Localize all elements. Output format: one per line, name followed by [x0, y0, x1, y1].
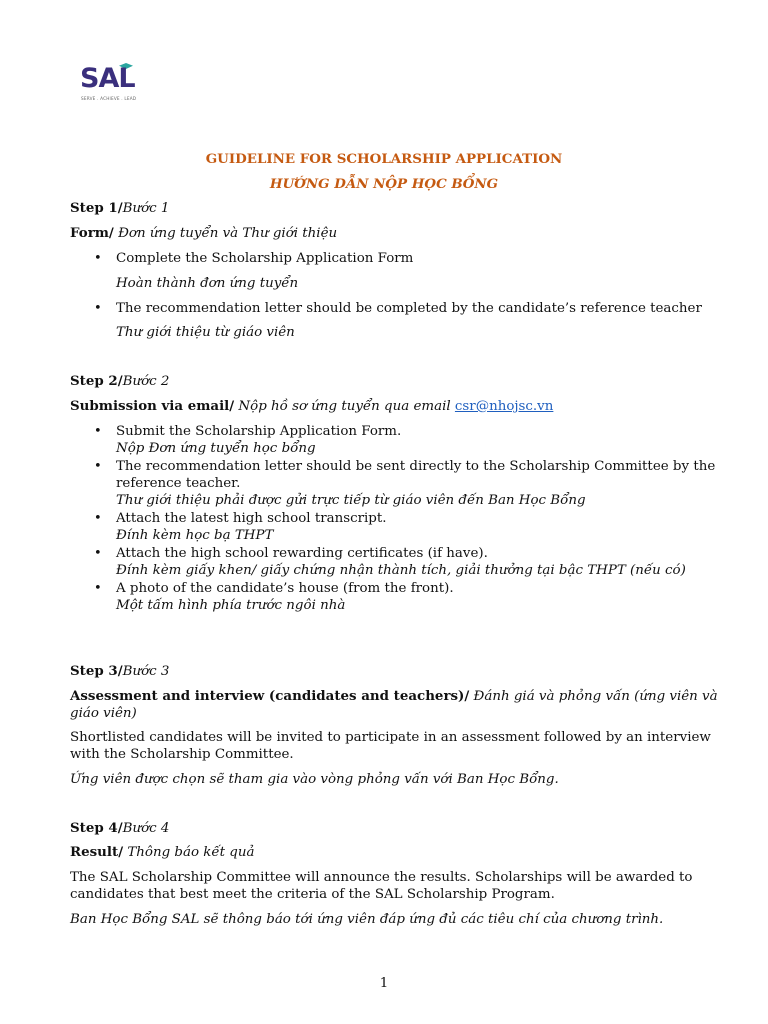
step3-heading-line2: giáo viên) — [70, 706, 137, 721]
step1-item-1: Complete the Scholarship Application Form — [116, 251, 414, 266]
document-title: GUIDELINE FOR SCHOLARSHIP APPLICATION — [205, 151, 563, 167]
step4-paragraph-vi: Ban Học Bổng SAL sẽ thông báo tới ứng viên đáp ứng đủ các tiêu chí của chương trình. — [70, 912, 664, 927]
step2-heading: Submission via email/ Nộp hồ sơ ứng tuyển qua email csr@nhojsc.vn — [70, 398, 554, 414]
bullet: • — [94, 511, 102, 526]
step4-paragraph-line1: The SAL Scholarship Committee will announce the results. Scholarships will be awarded to — [70, 870, 693, 885]
bullet: • — [94, 251, 102, 266]
step2-item-4-vi: Đính kèm giấy khen/ giấy chứng nhận thành tích, giải thưởng tại bậc THPT (nếu có) — [116, 563, 686, 578]
bullet: • — [94, 424, 102, 439]
step2-item-5-vi: Một tấm hình phía trước ngôi nhà — [116, 598, 346, 613]
step1-label: Step 1/Bước 1 — [70, 200, 170, 216]
step1-heading: Form/ Đơn ứng tuyển và Thư giới thiệu — [70, 225, 338, 241]
step2-label: Step 2/Bước 2 — [70, 373, 170, 389]
logo-tagline: SERVE . ACHIEVE . LEAD — [81, 96, 137, 101]
step3-paragraph-line1: Shortlisted candidates will be invited to participate in an assessment followed by an interview — [70, 730, 711, 745]
logo-text: SAL — [80, 63, 135, 94]
step4-label: Step 4/Bước 4 — [70, 820, 170, 836]
bullet: • — [94, 459, 102, 474]
bullet: • — [94, 546, 102, 561]
bullet: • — [94, 581, 102, 596]
step2-item-3: Attach the latest high school transcript. — [116, 511, 387, 526]
step1-item-1-vi: Hoàn thành đơn ứng tuyển — [116, 276, 299, 291]
step2-item-1: Submit the Scholarship Application Form. — [116, 424, 402, 439]
step3-heading: Assessment and interview (candidates and teachers)/ Đánh giá và phỏng vấn (ứng viên và — [70, 688, 718, 704]
step3-label: Step 3/Bước 3 — [70, 663, 170, 679]
step2-item-2-vi: Thư giới thiệu phải được gửi trực tiếp từ giáo viên đến Ban Học Bổng — [116, 493, 586, 508]
step4-heading: Result/ Thông báo kết quả — [70, 844, 255, 860]
step1-item-2-vi: Thư giới thiệu từ giáo viên — [116, 325, 295, 340]
step2-item-5: A photo of the candidate’s house (from the front). — [116, 581, 454, 596]
step1-item-2: The recommendation letter should be completed by the candidate’s reference teacher — [116, 301, 702, 316]
step2-item-4: Attach the high school rewarding certificates (if have). — [116, 546, 488, 561]
step2-item-3-vi: Đính kèm học bạ THPT — [116, 528, 274, 543]
step3-paragraph-vi: Ứng viên được chọn sẽ tham gia vào vòng phỏng vấn với Ban Học Bổng. — [70, 772, 559, 787]
document-subtitle: HƯỚNG DẪN NỘP HỌC BỔNG — [269, 176, 499, 192]
sal-logo — [80, 62, 160, 122]
page-number: 1 — [379, 976, 389, 991]
email-link[interactable]: csr@nhojsc.vn — [454, 399, 554, 414]
bullet: • — [94, 301, 102, 316]
step2-item-2-line1: The recommendation letter should be sent directly to the Scholarship Committee by the — [116, 459, 716, 474]
step4-paragraph-line2: candidates that best meet the criteria of the SAL Scholarship Program. — [70, 887, 555, 902]
step3-paragraph-line2: with the Scholarship Committee. — [70, 747, 294, 762]
step2-item-2-line2: reference teacher. — [116, 476, 241, 491]
step2-item-1-vi: Nộp Đơn ứng tuyển học bổng — [116, 441, 316, 456]
